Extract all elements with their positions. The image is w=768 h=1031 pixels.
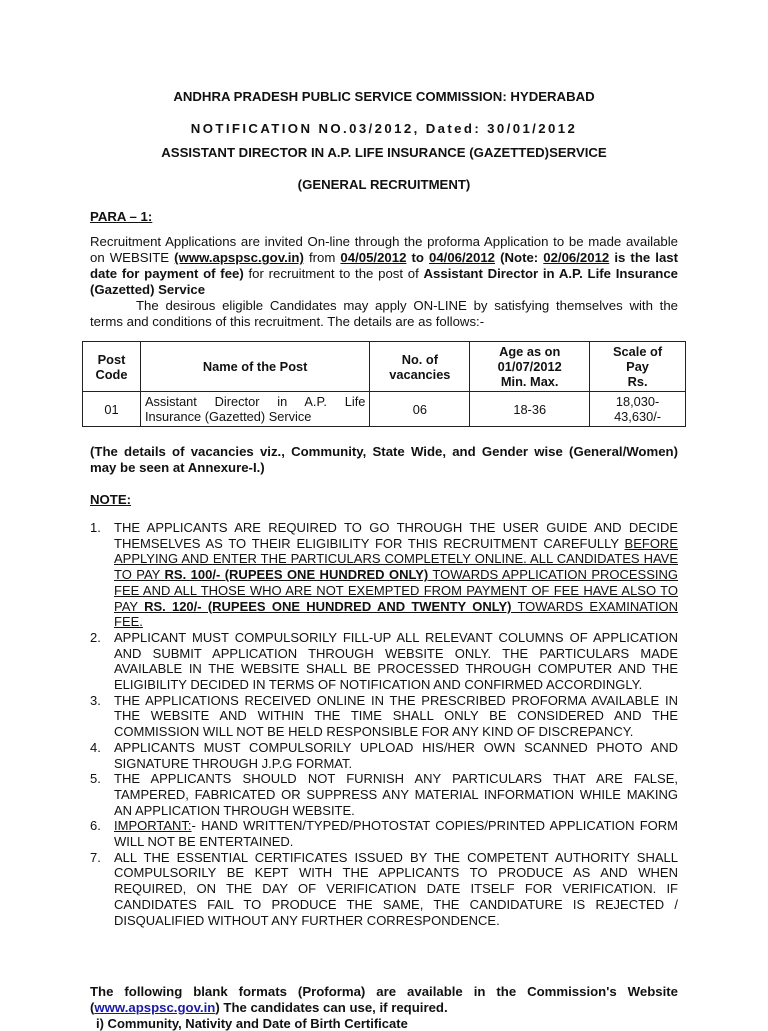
cell-vacancies: 06 — [370, 392, 470, 427]
table-row — [83, 392, 686, 427]
website-link[interactable]: (www.apspsc.gov.in) — [174, 250, 304, 265]
intro-section — [90, 234, 678, 330]
post-title: ASSISTANT DIRECTOR IN A.P. LIFE INSURANCE (GAZETTED)SERVICE — [161, 145, 607, 160]
commission-heading: ANDHRA PRADESH PUBLIC SERVICE COMMISSION: HYDERABAD — [173, 89, 595, 104]
notification-number: NOTIFICATION NO.03/2012, Dated: 30/01/2012 — [190, 121, 578, 136]
cell-post-name: Assistant Director in A.P. Life Insurance (Gazetted) Service — [140, 392, 369, 427]
list-item: 6. IMPORTANT:- HAND WRITTEN/TYPED/PHOTOSTAT COPIES/PRINTED APPLICATION FORM WILL NOT BE ENTERTAINED. — [90, 818, 678, 850]
intro-paragraph-2: The desirous eligible Candidates may apply ON-LINE by satisfying themselves with the terms and conditions of this recruitment. The details are as follows:- — [90, 298, 678, 329]
proforma-paragraph: The following blank formats (Proforma) are available in the Commission's Website (www.apspsc.gov.in) The candidates can use, if required. — [90, 984, 678, 1015]
cell-age: 18-36 — [470, 392, 590, 427]
list-item: 7. ALL THE ESSENTIAL CERTIFICATES ISSUED BY THE COMPETENT AUTHORITY SHALL COMPULSORILY BE KEPT WITH THE APPLICANTS TO PRODUCE AS AND WHEN REQUIRED, ON THE DAY OF VERIFICATION DATE ITSELF FOR VERIFICATION. IF CANDIDATES FAIL TO PRODUCE THE SAME, THE CANDIDATURE IS REJECTED / DISQUALIFIED WITHOUT ANY FURTHER CORRESPONDENCE. — [90, 849, 678, 928]
cell-scale: 18,030- 43,630/- — [590, 392, 686, 427]
note-heading: NOTE: — [90, 492, 132, 507]
list-item: 5. THE APPLICANTS SHOULD NOT FURNISH ANY PARTICULARS THAT ARE FALSE, TAMPERED, FABRICATED OR SUPPRESS ANY MATERIAL INFORMATION WHILE MAKING AN APPLICATION THROUGH WEBSITE. — [90, 771, 678, 818]
header-post-code: Post Code — [83, 342, 141, 392]
vacancy-details-note: (The details of vacancies viz., Community, State Wide, and Gender wise (General/Women) may be seen at Annexure-I.) — [90, 444, 678, 475]
intro-paragraph-1: Recruitment Applications are invited On-line through the proforma Application to be made available on WEBSITE (www.apspsc.gov.in) from 04/05/2012 to 04/06/2012 (Note: 02/06/2012 is the last date for payment of fee) for recruitment to the post of Assistant Director in A.P. Life Insurance (Gazetted) Service — [90, 234, 679, 297]
para-heading: PARA – 1: — [90, 209, 153, 224]
header-post-name: Name of the Post — [140, 342, 369, 392]
start-date: 04/05/2012 — [340, 250, 407, 265]
list-item: 4. APPLICANTS MUST COMPULSORILY UPLOAD HIS/HER OWN SCANNED PHOTO AND SIGNATURE THROUGH J.P.G FORMAT. — [90, 739, 678, 771]
fee-last-date: 02/06/2012 — [543, 250, 610, 265]
vacancy-table — [82, 341, 686, 427]
end-date: 04/06/2012 — [429, 250, 496, 265]
list-item: 2. APPLICANT MUST COMPULSORILY FILL-UP ALL RELEVANT COLUMNS OF APPLICATION AND SUBMIT APPLICATION THROUGH WEBSITE ONLY. THE PARTICULARS MADE AVAILABLE IN THE WEBSITE SHALL BE PROCESSED THROUGH COMPUTER AND THE ELIGIBILITY DECIDED IN TERMS OF NOTIFICATION AND CONFIRMED ACCORDINGLY. — [90, 629, 678, 693]
list-item: 3. THE APPLICATIONS RECEIVED ONLINE IN THE PRESCRIBED PROFORMA AVAILABLE IN THE WEBSITE AND WITHIN THE TIME SHALL ONLY BE CONSIDERED AND THE COMMISSION WILL NOT BE HELD RESPONSIBLE FOR ANY KIND OF DISCREPANCY. — [90, 692, 678, 740]
recruitment-type: (GENERAL RECRUITMENT) — [297, 177, 471, 192]
header-vacancies: No. of vacancies — [370, 342, 470, 392]
notes-list — [90, 520, 678, 928]
header-age: Age as on 01/07/2012 Min. Max. — [470, 342, 590, 392]
website-link[interactable]: www.apspsc.gov.in — [94, 1000, 216, 1015]
cell-post-code: 01 — [83, 392, 141, 427]
table-header-row — [83, 342, 686, 392]
list-item: 1. THE APPLICANTS ARE REQUIRED TO GO THROUGH THE USER GUIDE AND DECIDE THEMSELVES AS TO THEIR ELIGIBILITY FOR THIS RECRUITMENT CAREFULLY BEFORE APPLYING AND ENTER THE PARTICULARS COMPLETELY ONLINE. ALL CANDIDATES HAVE TO PAY RS. 100/- (RUPEES ONE HUNDRED ONLY) TOWARDS APPLICATION PROCESSING FEE AND ALL THOSE WHO ARE NOT EXEMPTED FROM PAYMENT OF FEE HAVE ALSO TO PAY RS. 120/- (RUPEES ONE HUNDRED AND TWENTY ONLY) TOWARDS EXAMINATION FEE. — [90, 520, 678, 630]
proforma-item: i) Community, Nativity and Date of Birth Certificate — [96, 1016, 408, 1031]
post-name: Assistant Director in A.P. Life Insurance (Gazetted) Service — [90, 266, 679, 297]
header-scale: Scale of Pay Rs. — [590, 342, 686, 392]
